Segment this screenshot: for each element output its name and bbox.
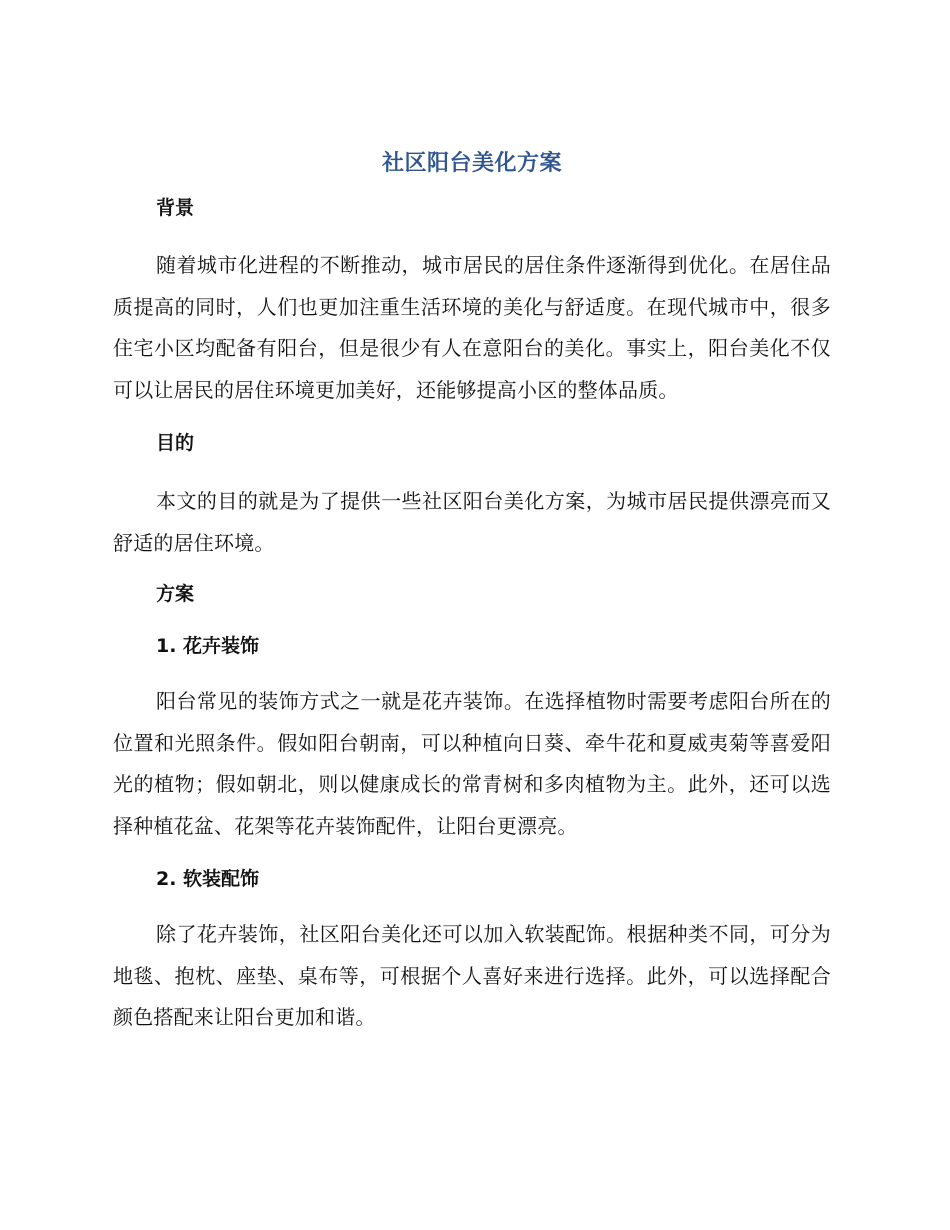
heading-soft-furnishing: 2. 软装配饰	[156, 868, 260, 890]
paragraph-goal: 本文的目的就是为了提供一些社区阳台美化方案，为城市居民提供漂亮而又舒适的居住环境。	[113, 489, 831, 555]
paragraph-background: 随着城市化进程的不断推动，城市居民的居住条件逐渐得到优化。在居住品质提高的同时，人们也更加注重生活环境的美化与舒适度。在现代城市中，很多住宅小区均配备有阳台，但是很少有人在意阳台的美化。事实上，阳台美化不仅可以让居民的居住环境更加美好，还能够提高小区的整体品质。	[113, 253, 831, 402]
paragraph-flower-decoration: 阳台常见的装饰方式之一就是花卉装饰。在选择植物时需要考虑阳台所在的位置和光照条件。假如阳台朝南，可以种植向日葵、牵牛花和夏威夷菊等喜爱阳光的植物；假如朝北，则以健康成长的常青树和多肉植物为主。此外，还可以选择种植花盆、花架等花卉装饰配件，让阳台更漂亮。	[113, 689, 831, 838]
heading-background: 背景	[156, 197, 195, 219]
document-title: 社区阳台美化方案	[381, 151, 562, 176]
paragraph-soft-furnishing: 除了花卉装饰，社区阳台美化还可以加入软装配饰。根据种类不同，可分为地毯、抱枕、座垫、桌布等，可根据个人喜好来进行选择。此外，可以选择配合颜色搭配来让阳台更加和谐。	[113, 922, 831, 1029]
heading-flower-decoration: 1. 花卉装饰	[156, 635, 260, 657]
document-body	[113, 146, 831, 1039]
heading-plan: 方案	[156, 583, 195, 605]
heading-goal: 目的	[156, 432, 195, 454]
